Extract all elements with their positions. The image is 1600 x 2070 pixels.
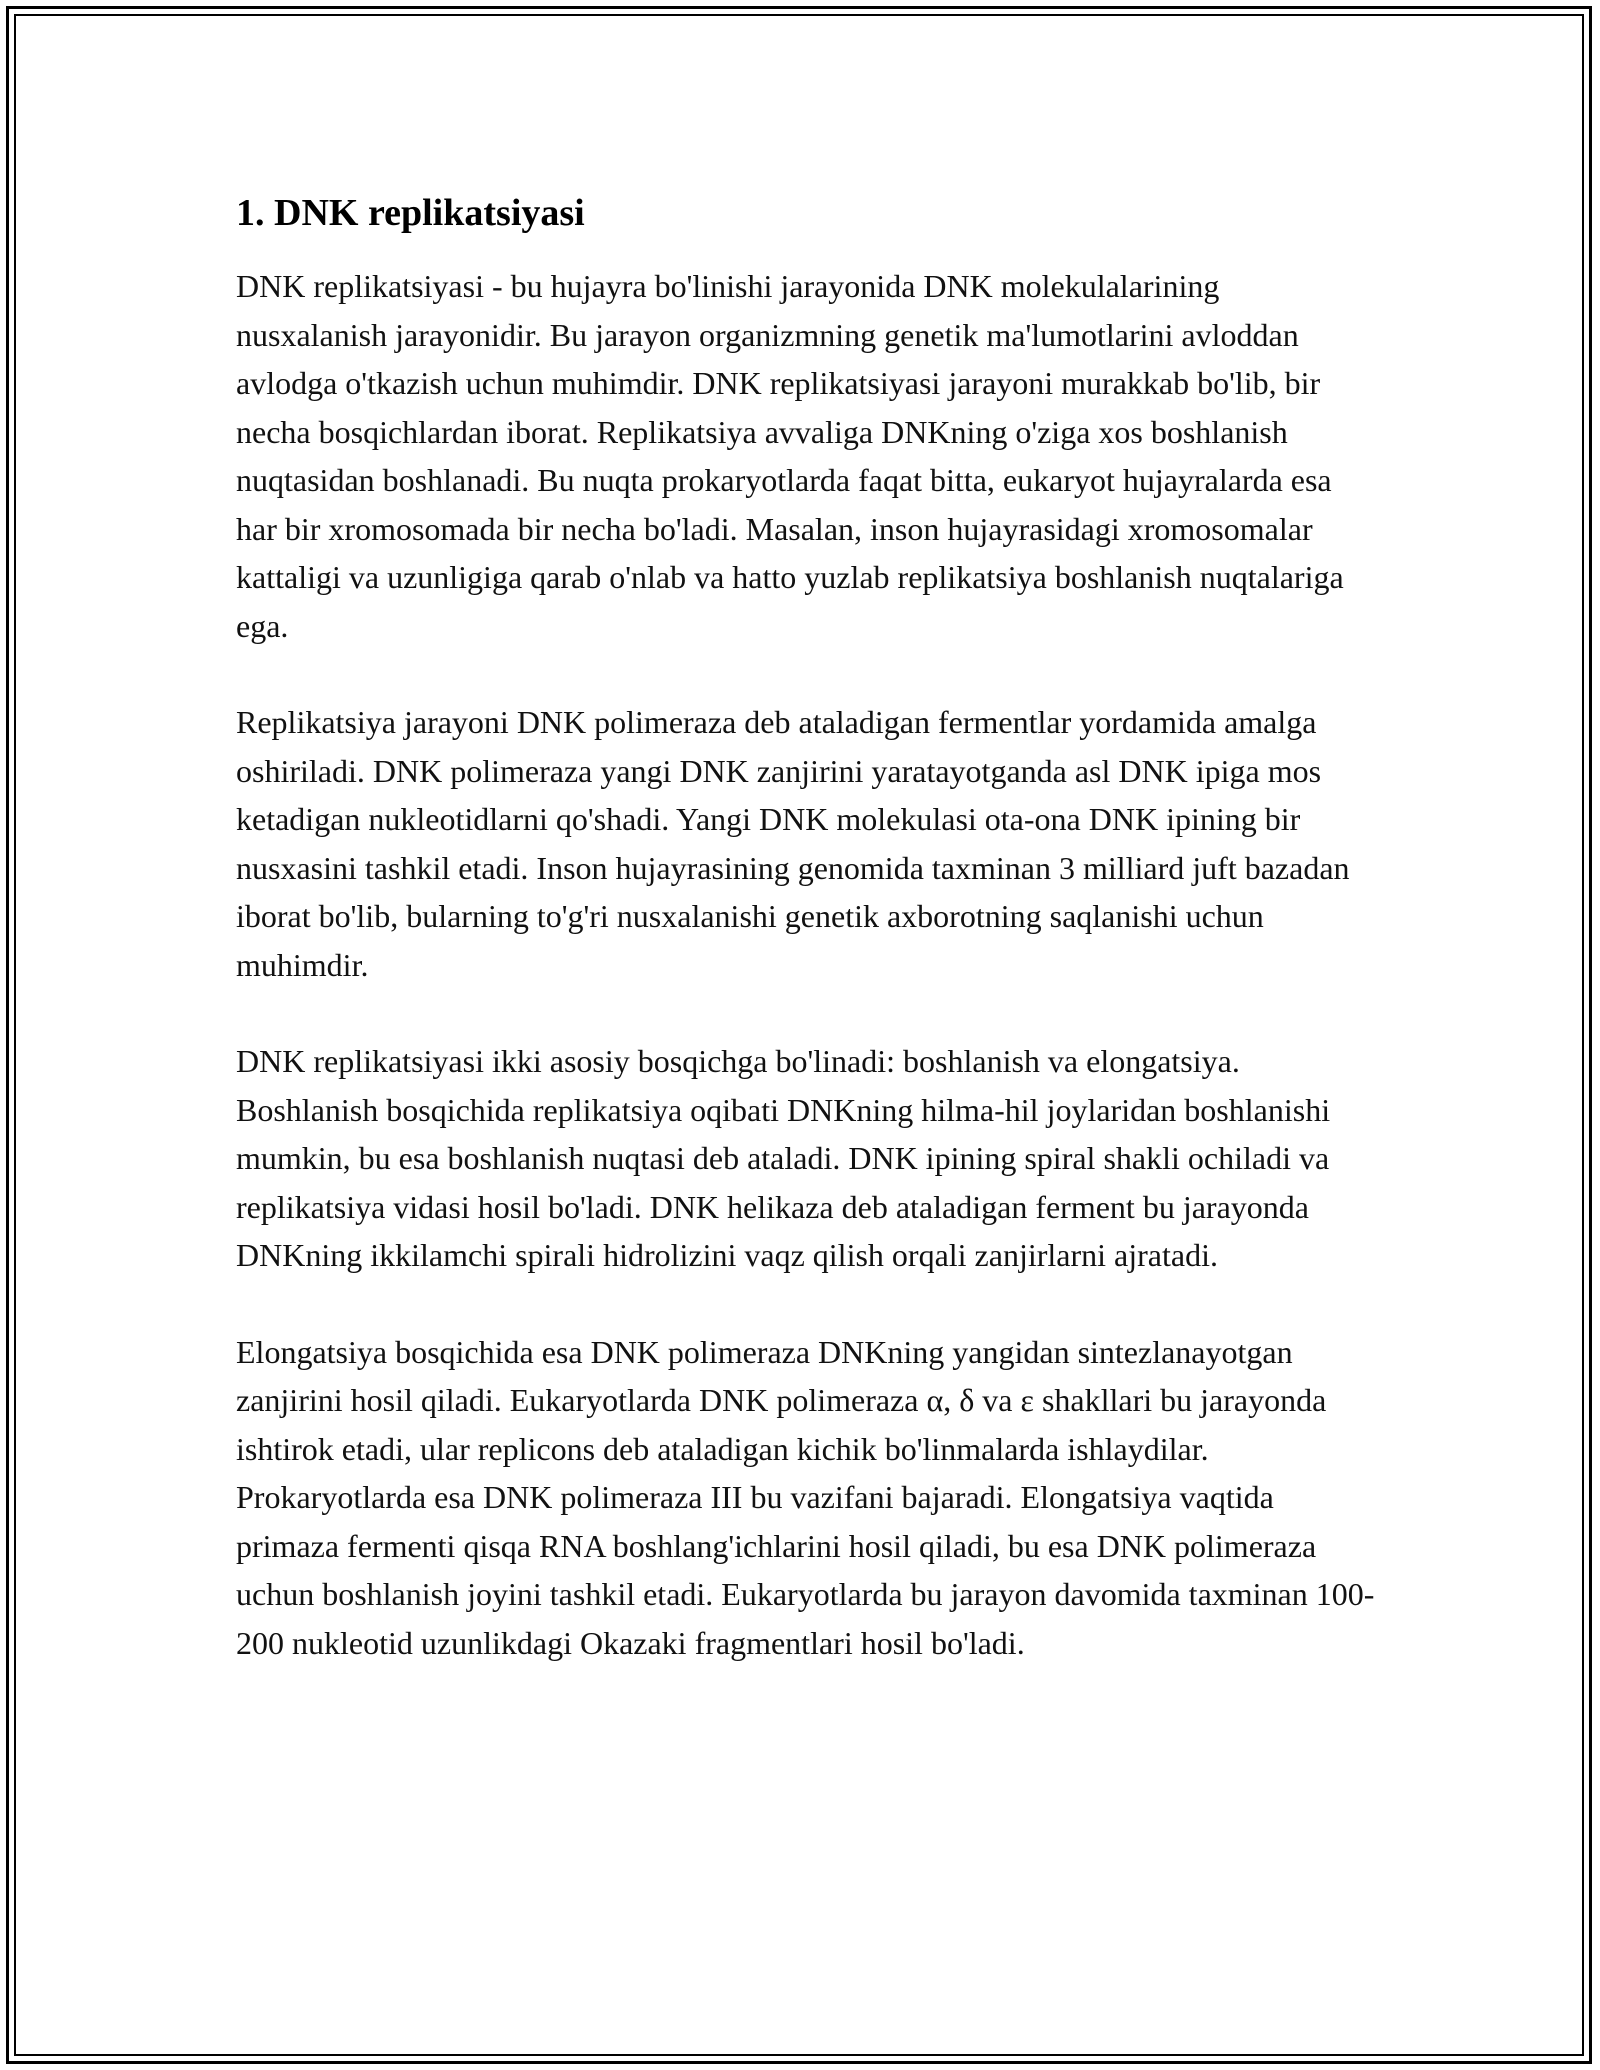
paragraph-2: Replikatsiya jarayoni DNK polimeraza deb ataladigan fermentlar yordamida amalga oshiriladi. DNK polimeraza yangi DNK zanjirini yaratayotganda asl DNK ipiga mos ketadigan nukleotidlarni qo'shadi. Yangi DNK molekulasi ota-ona DNK ipining bir nusxasini tashkil etadi. Inson hujayrasining genomida taxminan 3 milliard juft bazadan iborat bo'lib, bularning to'g'ri nusxalanishi genetik axborotning saqlanishi uchun muhimdir. bbox=[236, 704, 1350, 983]
section-heading: 1. DNK replikatsiyasi bbox=[236, 192, 585, 234]
paragraph-1: DNK replikatsiyasi - bu hujayra bo'linishi jarayonida DNK molekulalarining nusxalanish jarayonidir. Bu jarayon organizmning genetik ma'lumotlarini avloddan avlodga o'tkazish uchun muhimdir. DNK replikatsiyasi jarayoni murakkab bo'lib, bir necha bosqichlardan iborat. Replikatsiya avvaliga DNKning o'ziga xos boshlanish nuqtasidan boshlanadi. Bu nuqta prokaryotlarda faqat bitta, eukaryot hujayralarda esa har bir xromosomada bir necha bo'ladi. Masalan, inson hujayrasidagi xromosomalar kattaligi va uzunligiga qarab o'nlab va hatto yuzlab replikatsiya boshlanish nuqtalariga ega. bbox=[236, 268, 1344, 644]
document-body bbox=[236, 190, 1376, 1715]
paragraph-3: DNK replikatsiyasi ikki asosiy bosqichga bo'linadi: boshlanish va elongatsiya. Boshlanish bosqichida replikatsiya oqibati DNKning hilma-hil joylaridan boshlanishi mumkin, bu esa boshlanish nuqtasi deb ataladi. DNK ipining spiral shakli ochiladi va replikatsiya vidasi hosil bo'ladi. DNK helikaza deb ataladigan ferment bu jarayonda DNKning ikkilamchi spirali hidrolizini vaqz qilish orqali zanjirlarni ajratadi. bbox=[236, 1043, 1331, 1273]
paragraph-4: Elongatsiya bosqichida esa DNK polimeraza DNKning yangidan sintezlanayotgan zanjirini hosil qiladi. Eukaryotlarda DNK polimeraza α, δ va ε shakllari bu jarayonda ishtirok etadi, ular replicons deb ataladigan kichik bo'linmalarda ishlaydilar. Prokaryotlarda esa DNK polimeraza III bu vazifani bajaradi. Elongatsiya vaqtida primaza fermenti qisqa RNA boshlang'ichlarini hosil qiladi, bu esa DNK polimeraza uchun boshlanish joyini tashkil etadi. Eukaryotlarda bu jarayon davomida taxminan 100-200 nukleotid uzunlikdagi Okazaki fragmentlari hosil bo'ladi. bbox=[236, 1333, 1375, 1661]
